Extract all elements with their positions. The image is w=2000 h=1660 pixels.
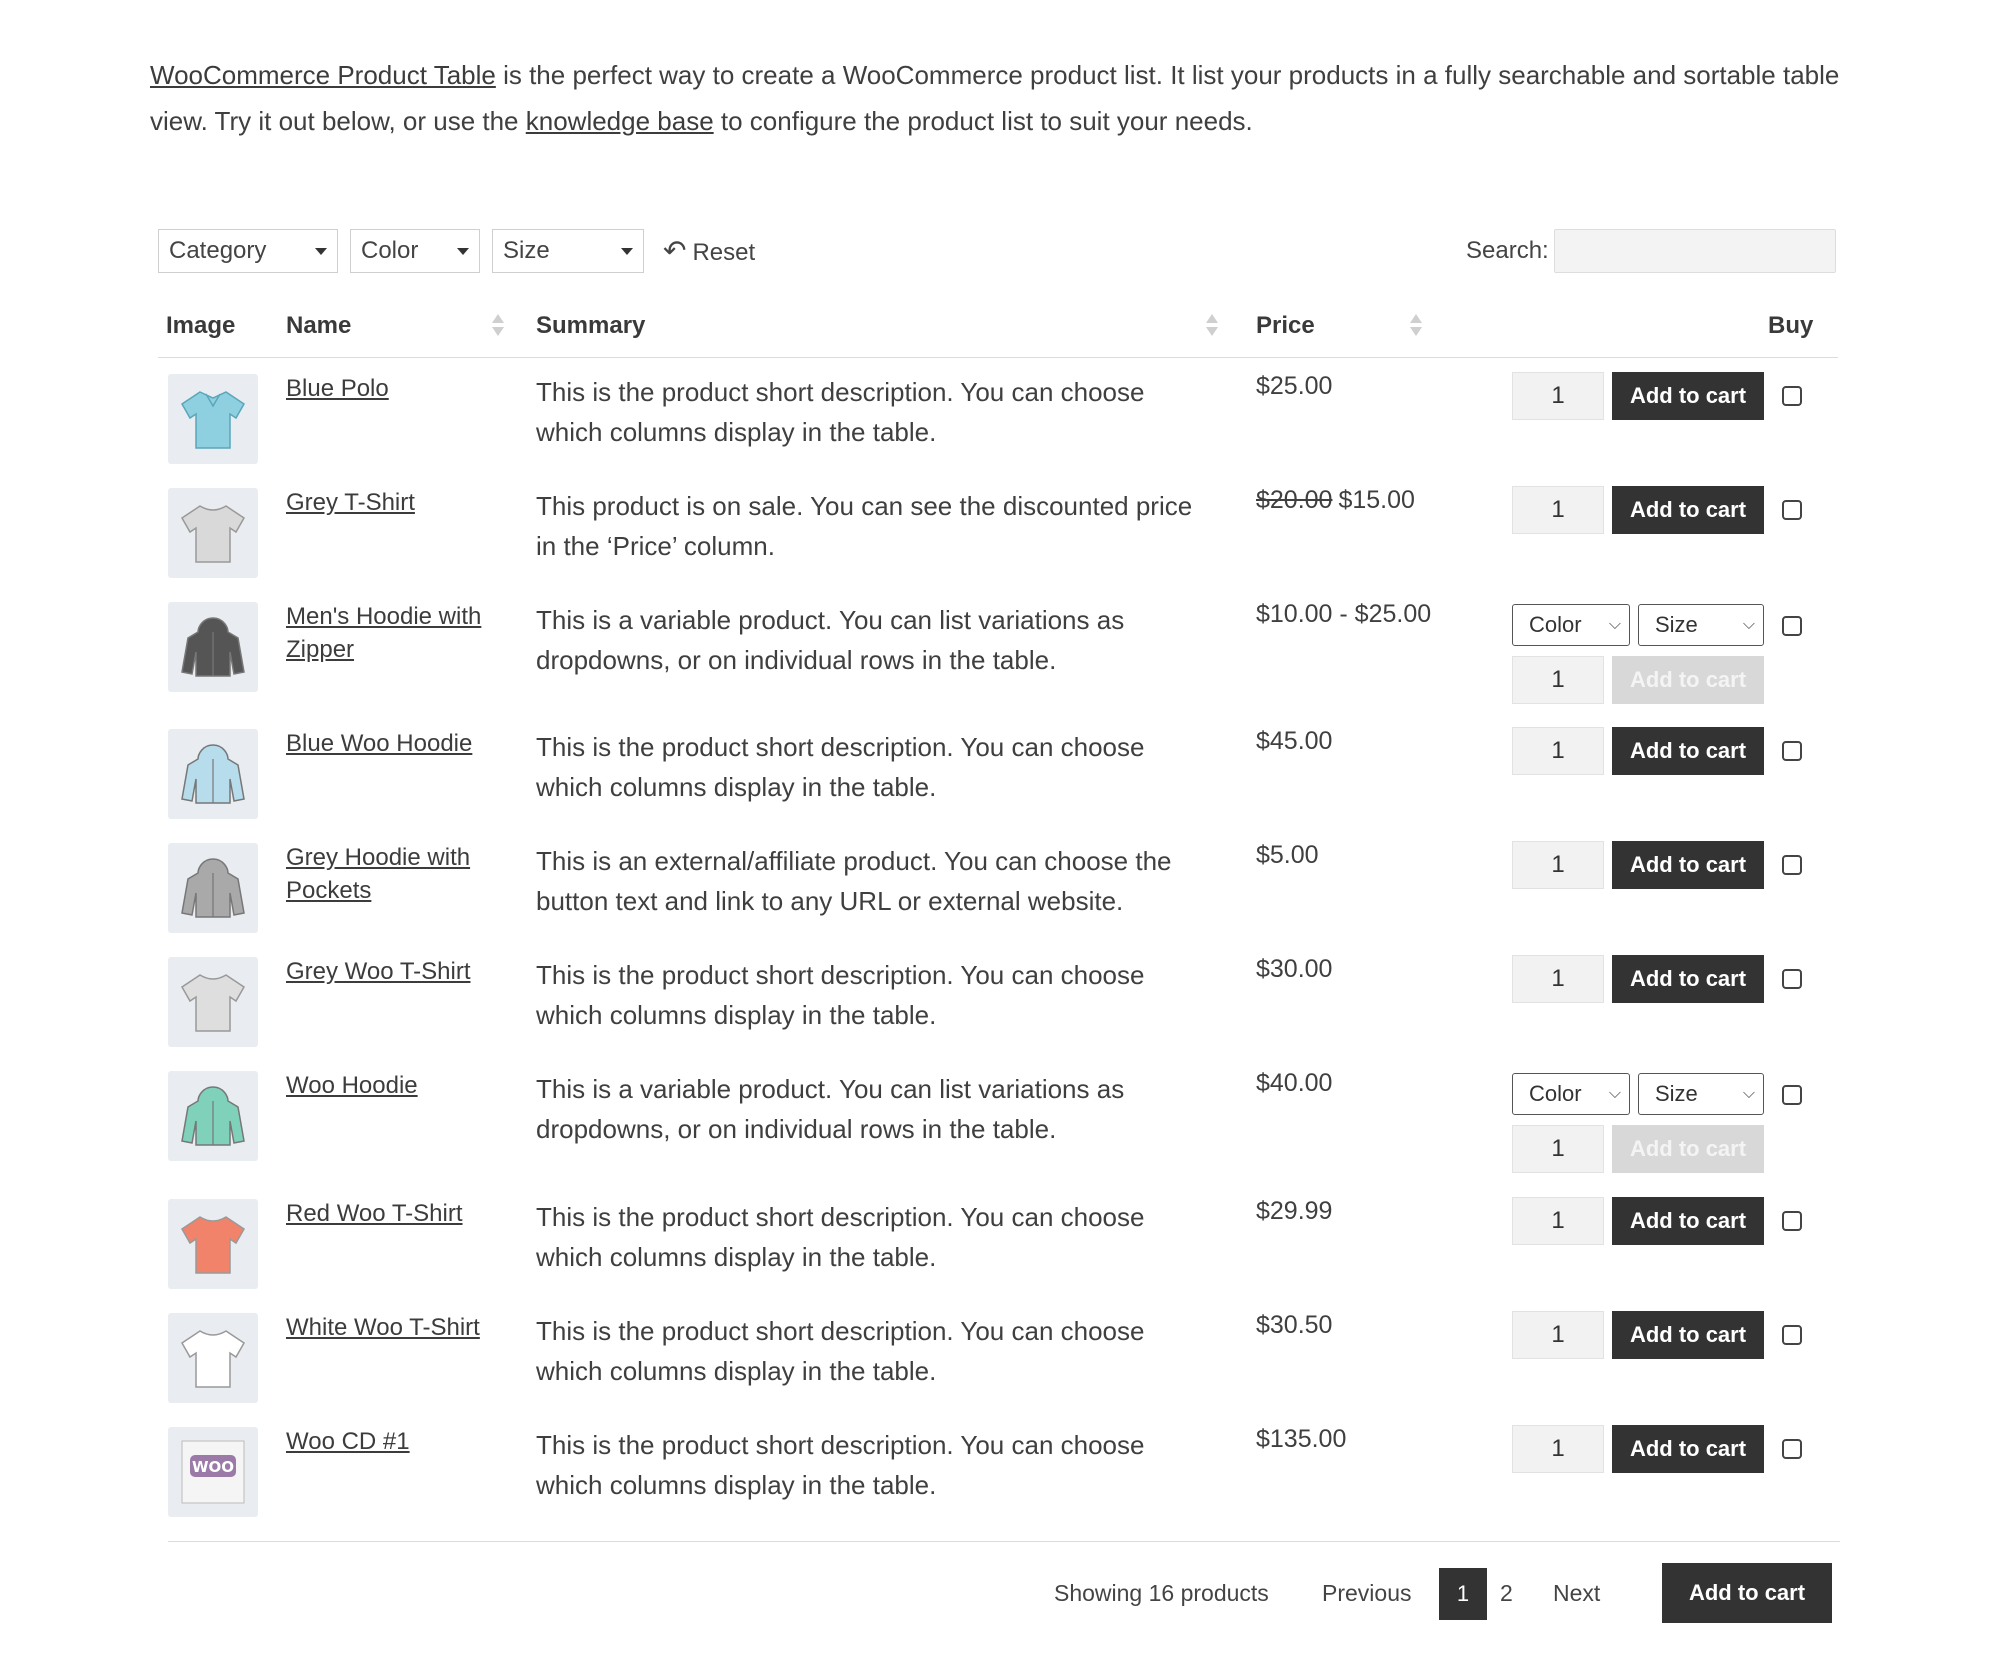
variation-size-label: Size (1655, 1081, 1698, 1106)
product-thumbnail[interactable] (168, 602, 258, 692)
chevron-down-icon: ⌵ (1742, 616, 1755, 633)
product-price (1256, 727, 1332, 756)
product-name-link[interactable]: Blue Woo Hoodie (286, 730, 473, 757)
tshirt-icon (168, 1034, 258, 1051)
buy-checkbox[interactable] (1782, 616, 1802, 636)
add-to-cart-button[interactable]: Add to cart (1612, 656, 1764, 704)
size-filter-label: Size (503, 237, 550, 264)
previous-page-button[interactable]: Previous (1322, 1580, 1412, 1606)
product-name-link[interactable]: Grey Hoodie with Pockets (286, 844, 471, 904)
product-table-link[interactable]: WooCommerce Product Table (150, 60, 496, 90)
hoodie-icon (168, 806, 258, 823)
table-row (158, 1415, 1838, 1525)
add-to-cart-button[interactable]: Add to cart (1612, 1125, 1764, 1173)
chevron-down-icon: ⌵ (1742, 1085, 1755, 1102)
tshirt-icon (168, 1276, 258, 1293)
tshirt-icon (168, 565, 258, 582)
cd-icon (168, 1458, 258, 1521)
product-summary: This is the product short description. You can choose which columns display in the table. (536, 377, 1145, 447)
tshirt-icon (168, 1390, 258, 1407)
showing-count: Showing 16 products (1054, 1580, 1269, 1606)
buy-checkbox[interactable] (1782, 1085, 1802, 1105)
table-row (158, 1301, 1838, 1411)
product-thumbnail[interactable] (168, 957, 258, 1047)
intro-text-2: to configure the product list to suit your needs. (713, 106, 1253, 136)
product-price (1256, 955, 1332, 984)
filter-bar (158, 229, 1838, 273)
product-price (1256, 1197, 1332, 1226)
product-name-link[interactable]: Woo CD #1 (286, 1428, 410, 1455)
polo-shirt-icon (168, 451, 258, 468)
current-price: $45.00 (1256, 727, 1333, 755)
next-page-button[interactable]: Next (1553, 1580, 1601, 1606)
product-price (1256, 600, 1431, 629)
variation-color-label: Color (1529, 612, 1582, 637)
table-row (158, 945, 1838, 1055)
product-summary: This is an external/affiliate product. You can choose the button text and link to any URL or external website. (536, 846, 1172, 916)
product-summary: This is the product short description. You can choose which columns display in the table. (536, 1430, 1145, 1500)
table-row (158, 831, 1838, 941)
add-to-cart-button[interactable]: Add to cart (1612, 1197, 1764, 1245)
product-price (1256, 1069, 1332, 1098)
buy-checkbox[interactable] (1782, 386, 1802, 406)
category-filter[interactable] (158, 229, 338, 273)
product-thumbnail[interactable] (168, 729, 258, 819)
table-row (158, 362, 1838, 472)
product-summary: This product is on sale. You can see the discounted price in the ‘Price’ column. (536, 491, 1193, 561)
sort-icon[interactable] (492, 314, 504, 340)
col-buy: Buy (1768, 312, 1814, 339)
hoodie-icon (168, 679, 258, 696)
intro-text-1: is the perfect way to create a WooCommerce product list. It list your products in a fully searchable and sortable table view. Try it out below, or use the (150, 60, 1840, 136)
cd-logo-text: WOO (191, 1458, 235, 1476)
current-price: $15.00 (1338, 486, 1415, 514)
table-row (158, 1187, 1838, 1297)
current-price: $5.00 (1256, 841, 1319, 869)
quantity-input[interactable]: 1 (1512, 841, 1604, 889)
add-to-cart-button[interactable]: Add to cart (1612, 841, 1764, 889)
knowledge-base-link[interactable]: knowledge base (525, 106, 714, 136)
product-name-link[interactable]: Blue Polo (286, 375, 389, 402)
col-image: Image (166, 312, 236, 339)
current-price: $30.00 (1256, 955, 1333, 983)
quantity-input[interactable]: 1 (1512, 727, 1604, 775)
buy-checkbox[interactable] (1782, 500, 1802, 520)
variation-size-label: Size (1655, 612, 1698, 637)
buy-checkbox[interactable] (1782, 1211, 1802, 1231)
search-label: Search: (1466, 237, 1549, 264)
buy-checkbox[interactable] (1782, 969, 1802, 989)
product-price (1256, 486, 1415, 515)
table-row (158, 476, 1838, 586)
product-thumbnail[interactable] (168, 1427, 258, 1517)
product-summary: This is the product short description. You can choose which columns display in the table. (536, 1316, 1145, 1386)
original-price: $20.00 (1256, 486, 1333, 514)
product-name-link[interactable]: White Woo T-Shirt (286, 1314, 480, 1341)
hoodie-icon (168, 920, 258, 937)
size-filter[interactable] (492, 229, 644, 273)
product-price (1256, 372, 1332, 401)
add-selected-to-cart-button[interactable]: Add to cart (1662, 1563, 1832, 1623)
col-price[interactable]: Price (1256, 312, 1315, 339)
sort-icon[interactable] (1410, 314, 1422, 340)
variation-color-select[interactable] (1512, 604, 1630, 646)
table-row (158, 717, 1838, 827)
quantity-input[interactable]: 1 (1512, 1125, 1604, 1173)
variation-color-label: Color (1529, 1081, 1582, 1106)
quantity-input[interactable]: 1 (1512, 1425, 1604, 1473)
col-name[interactable]: Name (286, 312, 352, 339)
buy-checkbox[interactable] (1782, 1325, 1802, 1345)
product-name-link[interactable]: Grey T-Shirt (286, 489, 415, 516)
reset-button[interactable] (663, 229, 755, 273)
current-price: $10.00 - $25.00 (1256, 600, 1432, 628)
caret-down-icon (315, 248, 327, 255)
product-summary: This is a variable product. You can list variations as dropdowns, or on individual rows in the table. (536, 605, 1125, 675)
product-summary: This is a variable product. You can list variations as dropdowns, or on individual rows in the table. (536, 1074, 1125, 1144)
current-price: $40.00 (1256, 1069, 1333, 1097)
add-to-cart-button[interactable]: Add to cart (1612, 1425, 1764, 1473)
variation-size-select[interactable] (1638, 1073, 1764, 1115)
page-2-button[interactable]: 2 (1500, 1580, 1513, 1606)
product-price (1256, 1311, 1332, 1340)
caret-down-icon (621, 248, 633, 255)
product-name-link[interactable]: Grey Woo T-Shirt (286, 958, 471, 985)
divider (168, 1541, 1840, 1542)
buy-checkbox[interactable] (1782, 1439, 1802, 1459)
hoodie-icon (168, 1148, 258, 1165)
product-thumbnail[interactable] (168, 843, 258, 933)
col-summary: Summary (536, 312, 646, 339)
caret-down-icon (457, 248, 469, 255)
reset-label: Reset (692, 239, 756, 266)
color-filter[interactable] (350, 229, 480, 273)
add-to-cart-button[interactable]: Add to cart (1612, 1311, 1764, 1359)
quantity-input[interactable]: 1 (1512, 1197, 1604, 1245)
product-thumbnail[interactable] (168, 374, 258, 464)
search-input[interactable] (1554, 229, 1836, 273)
color-filter-label: Color (361, 237, 419, 264)
product-price (1256, 1425, 1346, 1454)
product-thumbnail[interactable] (168, 1313, 258, 1403)
quantity-input[interactable]: 1 (1512, 656, 1604, 704)
product-thumbnail[interactable] (168, 1071, 258, 1161)
product-summary: This is the product short description. You can choose which columns display in the table. (536, 732, 1145, 802)
category-filter-label: Category (169, 237, 267, 264)
current-price: $30.50 (1256, 1311, 1333, 1339)
product-price (1256, 841, 1319, 870)
product-name-link[interactable]: Woo Hoodie (286, 1072, 418, 1099)
current-price: $29.99 (1256, 1197, 1333, 1225)
quantity-input[interactable]: 1 (1512, 1311, 1604, 1359)
table-row (158, 590, 1838, 700)
quantity-input[interactable]: 1 (1512, 955, 1604, 1003)
variation-size-select[interactable] (1638, 604, 1764, 646)
undo-icon: ↶ (663, 235, 687, 266)
product-thumbnail[interactable] (168, 1199, 258, 1289)
current-price: $135.00 (1256, 1425, 1347, 1453)
quantity-input[interactable]: 1 (1512, 372, 1604, 420)
product-summary: This is the product short description. You can choose which columns display in the table. (536, 960, 1145, 1030)
table-row (158, 1059, 1838, 1169)
sort-icon[interactable] (1206, 314, 1218, 340)
add-to-cart-button[interactable]: Add to cart (1612, 486, 1764, 534)
chevron-down-icon: ⌵ (1608, 616, 1621, 633)
add-to-cart-button[interactable]: Add to cart (1612, 372, 1764, 420)
product-name-link[interactable]: Red Woo T-Shirt (286, 1200, 463, 1227)
table-header (158, 300, 1838, 358)
product-thumbnail[interactable] (168, 488, 258, 578)
intro-paragraph (150, 52, 1870, 144)
product-summary: This is the product short description. You can choose which columns display in the table. (536, 1202, 1145, 1272)
buy-checkbox[interactable] (1782, 855, 1802, 875)
current-price: $25.00 (1256, 372, 1333, 400)
page-1-button[interactable]: 1 (1439, 1568, 1487, 1620)
variation-color-select[interactable] (1512, 1073, 1630, 1115)
quantity-input[interactable]: 1 (1512, 486, 1604, 534)
product-name-link[interactable]: Men's Hoodie with Zipper (286, 603, 482, 663)
add-to-cart-button[interactable]: Add to cart (1612, 955, 1764, 1003)
buy-checkbox[interactable] (1782, 741, 1802, 761)
chevron-down-icon: ⌵ (1608, 1085, 1621, 1102)
add-to-cart-button[interactable]: Add to cart (1612, 727, 1764, 775)
